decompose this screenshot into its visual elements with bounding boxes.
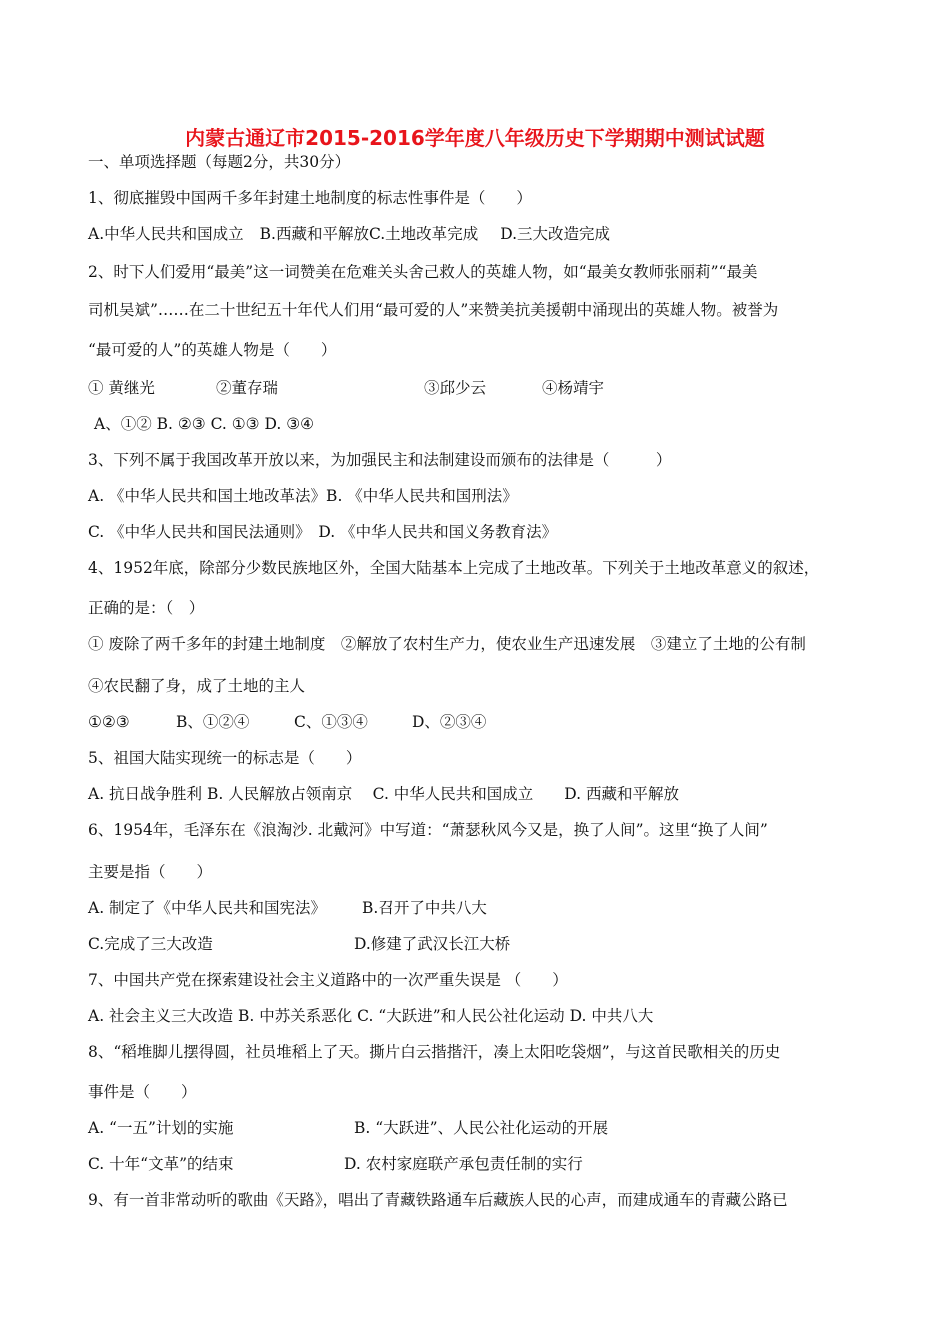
q3-stem: 3、下列不属于我国改革开放以来，为加强民主和法制建设而颁布的法律是（ ） — [88, 451, 672, 469]
q8-option-b: B. “大跃进”、人民公社化运动的开展 — [354, 1119, 609, 1137]
q6-option-b: B.召开了中共八大 — [362, 899, 487, 917]
q2-stem-line2: 司机吴斌”……在二十世纪五十年代人们用“最可爱的人”来赞美抗美援朝中涌现出的英雄人物。被誉为 — [88, 301, 779, 319]
q4-stem-line1: 4、1952年底，除部分少数民族地区外，全国大陆基本上完成了土地改革。下列关于土地改革意义的叙述， — [88, 559, 820, 577]
q7-options: A. 社会主义三大改造 B. 中苏关系恶化 C. “大跃进”和人民公社化运动 D. 中共八大 — [88, 1007, 654, 1025]
q1-option-b: B.西藏和平解放 — [259, 225, 369, 243]
q6-option-d: D.修建了武汉长江大桥 — [354, 935, 511, 953]
q2-item-1: ① 黄继光 — [88, 379, 155, 397]
q3-options-line1: A. 《中华人民共和国土地改革法》B. 《中华人民共和国刑法》 — [88, 487, 518, 505]
q6-stem-line1: 6、1954年，毛泽东在《浪淘沙. 北戴河》中写道：“萧瑟秋风今又是，换了人间”。这里“换了人间” — [88, 821, 768, 839]
q7-stem: 7、中国共产党在探索建设社会主义道路中的一次严重失误是 （ ） — [88, 971, 568, 989]
q3-options-line2: C. 《中华人民共和国民法通则》 D. 《中华人民共和国义务教育法》 — [88, 523, 558, 541]
q8-stem-line1: 8、“稻堆脚儿摆得圆，社员堆稻上了天。撕片白云揩揩汗，凑上太阳吃袋烟”，与这首民歌相关的历史 — [88, 1043, 781, 1061]
q8-stem-line2: 事件是（ ） — [88, 1083, 197, 1101]
q6-option-a: A. 制定了《中华人民共和国宪法》 — [88, 899, 327, 917]
q2-item-3: ③邱少云 — [424, 379, 487, 397]
q4-options — [88, 712, 486, 732]
q5-options: A. 抗日战争胜利 B. 人民解放占领南京 C. 中华人民共和国成立 D. 西藏和平解放 — [88, 785, 680, 803]
q8-option-d: D. 农村家庭联产承包责任制的实行 — [344, 1155, 583, 1173]
q2-items — [88, 378, 604, 398]
q2-stem-line3: “最可爱的人”的英雄人物是（ ） — [88, 341, 337, 359]
q4-option-c: C、①③④ — [294, 713, 368, 731]
q9-stem-line1: 9、有一首非常动听的歌曲《天路》，唱出了青藏铁路通车后藏族人民的心声，而建成通车的青藏公路已 — [88, 1191, 788, 1209]
q4-items-line1: ① 废除了两千多年的封建土地制度 ②解放了农村生产力，使农业生产迅速发展 ③建立了土地的公有制 — [88, 635, 806, 653]
q1-stem: 1、彻底摧毁中国两千多年封建土地制度的标志性事件是（ ） — [88, 189, 532, 207]
q6-options-line1 — [88, 898, 487, 918]
section-heading: 一、单项选择题（每题2分，共30分） — [88, 153, 351, 171]
q5-stem: 5、祖国大陆实现统一的标志是（ ） — [88, 749, 362, 767]
exam-title: 内蒙古通辽市2015-2016学年度八年级历史下学期期中测试试题 — [185, 126, 765, 150]
q6-options-line2 — [88, 934, 510, 954]
q8-options-line1 — [88, 1118, 608, 1138]
q4-stem-line2: 正确的是：（ ） — [88, 599, 205, 617]
q4-option-b: B、①②④ — [176, 713, 250, 731]
q8-option-a: A. “一五”计划的实施 — [88, 1119, 234, 1137]
q1-option-c: C.土地改革完成 — [368, 225, 479, 243]
q1-option-a: A.中华人民共和国成立 — [88, 225, 244, 243]
q4-items-line2: ④农民翻了身，成了土地的主人 — [88, 677, 306, 695]
q2-stem-line1: 2、时下人们爱用“最美”这一词赞美在危难关头舍己救人的英雄人物，如“最美女教师张丽莉”“最美 — [88, 263, 758, 281]
q4-option-d: D、②③④ — [412, 713, 487, 731]
q6-stem-line2: 主要是指（ ） — [88, 863, 213, 881]
q8-option-c: C. 十年“文革”的结束 — [88, 1155, 234, 1173]
q1-option-d: D.三大改造完成 — [500, 225, 611, 243]
q6-option-c: C.完成了三大改造 — [88, 935, 213, 953]
q2-options: A、①② B. ②③ C. ①③ D. ③④ — [94, 415, 314, 433]
q4-option-a: ①②③ — [88, 713, 130, 731]
q1-options — [88, 224, 610, 244]
q2-item-4: ④杨靖宇 — [542, 379, 605, 397]
q2-item-2: ②董存瑞 — [216, 379, 279, 397]
q8-options-line2 — [88, 1154, 583, 1174]
